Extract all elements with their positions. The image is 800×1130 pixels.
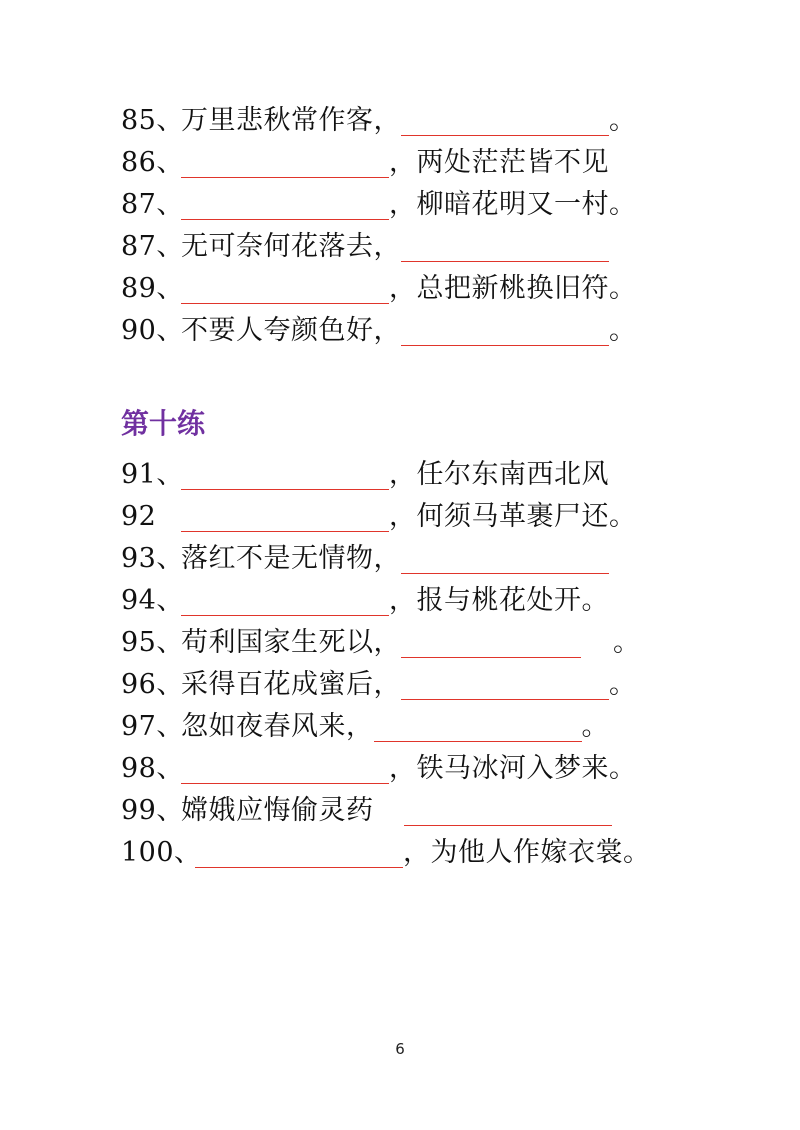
line-number: 92: [121, 501, 157, 532]
answer-blank[interactable]: [181, 501, 389, 532]
line-number: 90、: [121, 315, 184, 346]
answer-blank[interactable]: [401, 543, 609, 574]
line-text-after: ，何须马革裹尸还。: [389, 501, 637, 532]
line-number: 99、: [121, 795, 184, 826]
line-number: 95、: [121, 627, 184, 658]
line-number: 87、: [121, 231, 184, 262]
answer-blank[interactable]: [195, 837, 403, 868]
poem-line-91: [121, 454, 609, 496]
poem-line-95: [121, 622, 641, 664]
line-text-after: 。: [609, 669, 637, 700]
line-text-after: ，两处茫茫皆不见: [389, 147, 609, 178]
line-number: 86、: [121, 147, 184, 178]
answer-blank[interactable]: [181, 585, 389, 616]
answer-blank[interactable]: [401, 315, 609, 346]
answer-blank[interactable]: [401, 231, 609, 262]
line-text-before: 万里悲秋常作客，: [181, 105, 401, 136]
poem-line-100: [121, 832, 651, 874]
line-number: 98、: [121, 753, 184, 784]
line-text-after: ，为他人作嫁衣裳。: [403, 837, 651, 868]
line-number: 87、: [121, 189, 184, 220]
line-text-before: 落红不是无情物，: [181, 543, 401, 574]
poem-line-94: [121, 580, 609, 622]
line-text-after: ，柳暗花明又一村。: [389, 189, 637, 220]
answer-blank[interactable]: [181, 273, 389, 304]
page-number: 6: [395, 1040, 405, 1058]
line-text-after: ，任尔东南西北风: [389, 459, 609, 490]
line-text-before: 嫦娥应悔偷灵药: [181, 795, 374, 826]
poem-line-98: [121, 748, 637, 790]
answer-blank[interactable]: [181, 147, 389, 178]
poem-line-93: [121, 538, 609, 580]
line-text-before: 无可奈何花落去，: [181, 231, 401, 262]
poem-line-92: [121, 496, 637, 538]
poem-line-85: [121, 100, 637, 142]
answer-blank[interactable]: [374, 711, 582, 742]
line-text-after: 。: [609, 105, 637, 136]
answer-blank[interactable]: [401, 105, 609, 136]
poem-line-87a: [121, 184, 637, 226]
line-number: 93、: [121, 543, 184, 574]
answer-blank[interactable]: [181, 189, 389, 220]
line-number: 91、: [121, 459, 184, 490]
line-text-after: ，铁马冰河入梦来。: [389, 753, 637, 784]
line-number: 97、: [121, 711, 184, 742]
line-text-before: 采得百花成蜜后，: [181, 669, 401, 700]
line-text-before: 忽如夜春风来，: [181, 711, 374, 742]
poem-line-99: [121, 790, 612, 832]
poem-line-96: [121, 664, 637, 706]
line-text-before: 不要人夸颜色好，: [181, 315, 401, 346]
line-text-after: ，总把新桃换旧符。: [389, 273, 637, 304]
section-title: 第十练: [121, 407, 206, 440]
line-text-after: ，报与桃花处开。: [389, 585, 609, 616]
poem-line-90: [121, 310, 637, 352]
line-number: 85、: [121, 105, 184, 136]
poem-line-97: [121, 706, 609, 748]
answer-blank[interactable]: [404, 795, 612, 826]
poem-line-89: [121, 268, 637, 310]
poem-line-87b: [121, 226, 609, 268]
answer-blank[interactable]: [181, 753, 389, 784]
line-text-before: 苟利国家生死以，: [181, 627, 401, 658]
line-number: 100、: [121, 837, 202, 868]
line-text-after: 。: [609, 315, 637, 346]
answer-blank[interactable]: [181, 459, 389, 490]
poem-line-86: [121, 142, 609, 184]
line-number: 94、: [121, 585, 184, 616]
line-text-after: 。: [581, 711, 609, 742]
answer-blank[interactable]: [401, 669, 609, 700]
line-number: 96、: [121, 669, 184, 700]
answer-blank[interactable]: [401, 627, 581, 658]
line-number: 89、: [121, 273, 184, 304]
line-text-after: 。: [613, 627, 641, 658]
